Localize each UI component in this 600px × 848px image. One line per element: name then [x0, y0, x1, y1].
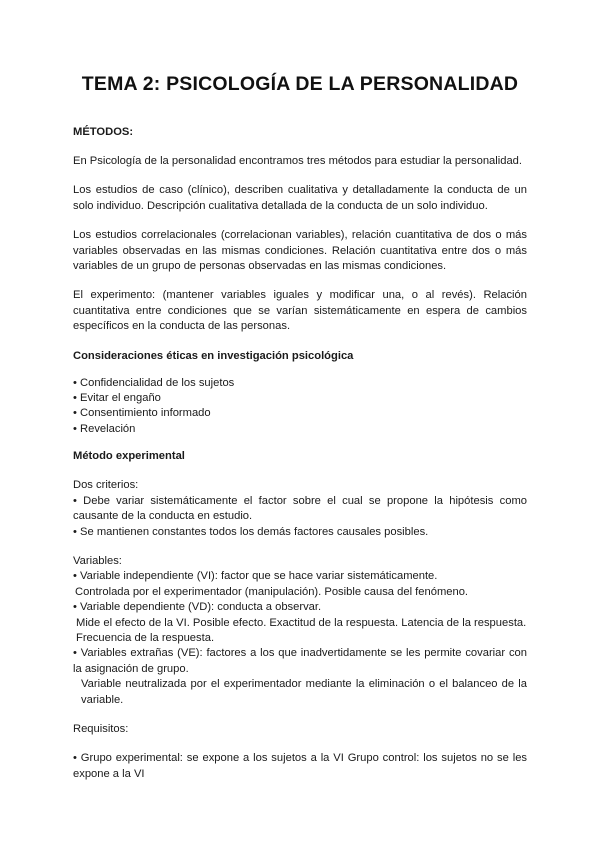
list-item: • Variables extrañas (VE): factores a los que inadvertidamente se les permite covariar con la asignación de grupo.: [73, 646, 527, 677]
criteria-list: [73, 494, 527, 540]
list-item: • Evitar el engaño: [73, 391, 527, 406]
variable-note: Mide el efecto de la VI. Posible efecto. Exactitud de la respuesta. Latencia de la respuesta. Frecuencia de la respuesta.: [76, 616, 527, 644]
list-item: • Grupo experimental: se expone a los sujetos a la VI Grupo control: los sujetos no se les expone a la VI: [73, 751, 527, 782]
experiment-paragraph: El experimento: (mantener variables iguales y modificar una, o al revés). Relación cuantitativa entre condiciones que se varían sistemáticamente en espera de cambios específicos en la conducta de las personas.: [73, 289, 527, 333]
variable-note: Controlada por el experimentador (manipulación). Posible causa del fenómeno.: [75, 585, 469, 598]
requirements-label: Requisitos:: [73, 722, 129, 735]
case-studies-paragraph: Los estudios de caso (clínico), describen cualitativa y detalladamente la conducta de un solo individuo. Descripción cualitativa detallada de la conducta de un solo individuo.: [73, 184, 527, 212]
list-item: • Debe variar sistemáticamente el factor sobre el cual se propone la hipótesis como causante de la conducta en estudio.: [73, 494, 527, 525]
ethics-heading: Consideraciones éticas en investigación psicológica: [73, 349, 354, 362]
requirements-list: [73, 751, 527, 782]
list-item: • Variable independiente (VI): factor que se hace variar sistemáticamente.: [73, 569, 527, 584]
methods-intro: En Psicología de la personalidad encontramos tres métodos para estudiar la personalidad.: [73, 155, 523, 167]
variable-note: Variable neutralizada por el experimentador mediante la eliminación o el balanceo de la variable.: [81, 678, 527, 706]
list-item: • Variable dependiente (VD): conducta a observar.: [73, 600, 527, 615]
correlational-paragraph: Los estudios correlacionales (correlacionan variables), relación cuantitativa de dos o más variables observadas en las mismas condiciones. Relación cuantitativa entre dos o más variables de un grupo de personas observadas en las mismas condiciones.: [73, 229, 527, 273]
page-title: TEMA 2: PSICOLOGÍA DE LA PERSONALIDAD: [81, 73, 519, 95]
experimental-heading: Método experimental: [73, 450, 185, 463]
variables-label: Variables:: [73, 554, 122, 567]
list-item: • Revelación: [73, 422, 527, 437]
list-item: • Confidencialidad de los sujetos: [73, 376, 527, 391]
variables-list: [73, 569, 527, 708]
methods-heading: MÉTODOS:: [73, 126, 134, 138]
list-item: • Se mantienen constantes todos los demás factores causales posibles.: [73, 525, 527, 540]
ethics-list: [73, 376, 527, 438]
criteria-label: Dos criterios:: [73, 479, 139, 492]
list-item: • Consentimiento informado: [73, 406, 527, 421]
